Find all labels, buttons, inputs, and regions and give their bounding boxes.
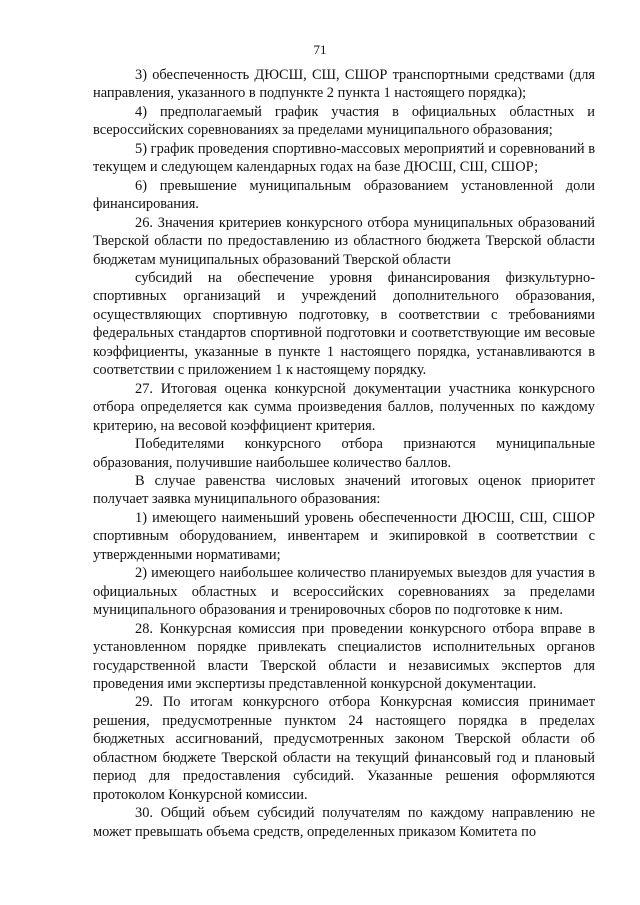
paragraph: 2) имеющего наибольшее количество планируемых выездов для участия в официальных областных и всероссийских соревнованиях за пределами муниципального образования и тренировочных сборов по подготовке к ним.	[93, 565, 595, 619]
page-number: 71	[313, 42, 327, 57]
paragraph: Победителями конкурсного отбора признаются муниципальные образования, получившие наибольшее количество баллов.	[93, 436, 595, 471]
paragraph: 5) график проведения спортивно-массовых мероприятий и соревнований в текущем и следующем календарных годах на базе ДЮСШ, СШ, СШОР;	[93, 140, 595, 176]
paragraph: 27. Итоговая оценка конкурсной документации участника конкурсного отбора определяется как сумма произведения баллов, полученных по каждому критерию, на весовой коэффициент критерия.	[93, 380, 595, 434]
paragraph: 1) имеющего наименьший уровень обеспеченности ДЮСШ, СШ, СШОР спортивным оборудованием, инвентарем и экипировкой в соответствии с утвержденными нормативами;	[93, 509, 595, 563]
paragraph: 30. Общий объем субсидий получателям по каждому направлению не может превышать объема средств, определенных приказом Комитета по	[93, 805, 595, 840]
paragraph: субсидий на обеспечение уровня финансирования физкультурно-спортивных организаций и учреждений дополнительного образования, осуществляющих спортивную подготовку, в соответствии с требованиями федеральных стандартов спортивной подготовки и соответствующие им весовые коэффициенты, указанные в пункте 1 настоящего порядка, устанавливаются в соответствии с приложением 1 к настоящему порядку.	[93, 269, 595, 379]
paragraph: 29. По итогам конкурсного отбора Конкурсная комиссия принимает решения, предусмотренные пунктом 24 настоящего порядка в пределах бюджетных ассигнований, предусмотренных законом Тверской области об областном бюджете Тверской области на текущий финансовый год и плановый период для предоставления субсидий. Указанные решения оформляются протоколом Конкурсной комиссии.	[93, 694, 595, 803]
paragraph: 6) превышение муниципальным образованием установленной доли финансирования.	[93, 177, 595, 213]
paragraph: В случае равенства числовых значений итоговых оценок приоритет получает заявка муниципального образования:	[93, 472, 595, 508]
paragraph: 26. Значения критериев конкурсного отбора муниципальных образований Тверской области по предоставлению из областного бюджета Тверской области бюджетам муниципальных образований Тверской области	[93, 214, 595, 268]
paragraph: 3) обеспеченность ДЮСШ, СШ, СШОР транспортными средствами (для направления, указанного в подпункте 2 пункта 1 настоящего порядка);	[93, 67, 595, 102]
document-body	[93, 66, 595, 841]
paragraph: 28. Конкурсная комиссия при проведении конкурсного отбора вправе в установленном порядке привлекать специалистов исполнительных органов государственной власти Тверской области и независимых экспертов для проведения ими экспертизы представленной конкурсной документации.	[93, 620, 595, 692]
paragraph: 4) предполагаемый график участия в официальных областных и всероссийских соревнованиях за пределами муниципального образования;	[93, 103, 595, 139]
